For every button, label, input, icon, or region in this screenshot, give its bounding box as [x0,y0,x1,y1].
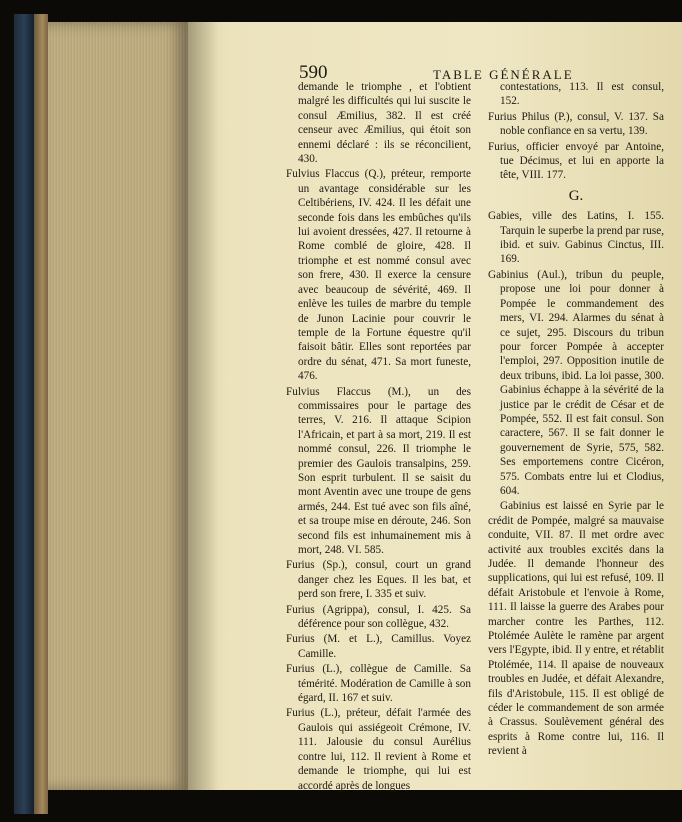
index-entry: Fulvius Flaccus (M.), un des commissaires pour le partage des terres, V. 216. Il attaque Scipion l'Africain, et part à sa mort, 219. Il est nommé consul, 226. Il triomphe le premier des Gaulois transalpins, 259. Son esprit turbulent. Il se saisit du mont Aventin avec une troupe de gens armés, 244. Est tué avec son fils aîné, et sa troupe mise en déroute, 246. Son second fils est inhumainement mis à mort, 248. VI. 585. [286,385,471,556]
spine-strip [34,14,48,814]
index-paragraph: Gabinius est laissé en Syrie par le crédit de Pompée, malgré sa mauvaise conduite, VII. 87. Il met ordre avec activité aux troubles excités dans la Judée. Il demande l'honneur des supplications, qui lui est refusé, 109. Il défait Aristobule et l'envoie à Rome, 111. Il laisse la guerre des Arabes pour marcher contre les Parthes, 112. Ptolémée Aulète le ramène par argent vers l'Egypte, ibid. Il y entre, et rétablit Ptolémée, 114. Il apaise de nouveaux troubles en Judée, et défait Alexandre, fils d'Aristobule, 115. Il est obligé de céder le commandement de son armée à Crassus. Soulèvement général des esprits à Rome contre lui, 116. Il revient à [488,500,664,758]
index-entry: demande le triomphe , et l'obtient malgré les difficultés qui lui suscite le consul Æmilius, 382. Il est créé censeur avec Æmilius, qui étoit son ennemi déclaré : ils se réconcilient, 430. [298,81,471,166]
left-column [286,80,471,794]
index-entry: contestations, 113. Il est consul, 152. [500,81,664,108]
index-entry: Furius (L.), collègue de Camille. Sa témérité. Modération de Camille à son égard, II. 167 et suiv. [286,663,471,705]
index-entry: Gabinius (Aul.), tribun du peuple, propose une loi pour donner à Pompée le commandement des mers, VI. 294. Alarmes du sénat à ce sujet, 295. Discours du tribun pour forcer Pompée à accepter l'emploi, 297. Opposition inutile de deux tribuns, ibid. La loi passe, 300. Gabinius échappe à la sévérité de la justice par le crédit de César et de Pompée, 552. Il est fait consul. Son caractere, 567. Il se fait donner le gouvernement de Syrie, 575, 582. Ses emportemens contre Cicéron, 575. Combats entre lui et Clodius, 604. [488,268,664,497]
index-entry: Fulvius Flaccus (Q.), préteur, remporte un avantage considérable sur les Celtibériens, IV. 424. Il les défait une seconde fois dans les embûches qu'ils lui avoient dressées, 427. Il retourne à Rome comblé de gloire, 428. Il triomphe et est nommé consul avec son frere, 430. Il exerce la censure avec beaucoup de sévérité, 469. Il enlève les tuiles de marbre du temple de Junon Lacinie pour couvrir le temple de la Fortune équestre qu'il faisoit bâtir. Elles sont reportées par ordre du sénat, 471. Sa mort funeste, 476. [286,168,471,383]
gutter-shadow [188,22,218,790]
index-entry: Furius (Agrippa), consul, I. 425. Sa déférence pour son collègue, 432. [286,603,471,631]
page-edges [48,22,188,790]
page [188,22,682,790]
index-entry: Furius (Sp.), consul, court un grand danger chez les Eques. Il les bat, et perd son frere, I. 335 et suiv. [286,559,471,601]
book [14,14,682,814]
section-letter-heading: G. [568,187,584,204]
index-entry: Furius, officier envoyé par Antoine, tue Décimus, et lui en apporte la tête, VIII. 177. [488,140,664,182]
index-entry: Furius (L.), préteur, défait l'armée des Gaulois qui assiégeoit Crémone, IV. 111. Jalousie du consul Aurélius contre lui, 112. Il revient à Rome et demande le triomphe, qui lui est accordé après de longues [286,707,471,792]
page-number: 590 [299,62,328,83]
index-entry: Gabies, ville des Latins, I. 155. Tarquin le superbe la prend par ruse, ibid. et suiv. Gabinus Cinctus, III. 169. [488,210,664,266]
index-entry: Furius Philus (P.), consul, V. 137. Sa noble confiance en sa vertu, 139. [488,110,664,138]
running-head: TABLE GÉNÉRALE [433,67,574,82]
right-column [488,80,664,759]
cover-edge [14,14,34,814]
index-entry: Furius (M. et L.), Camillus. Voyez Camille. [286,633,471,660]
